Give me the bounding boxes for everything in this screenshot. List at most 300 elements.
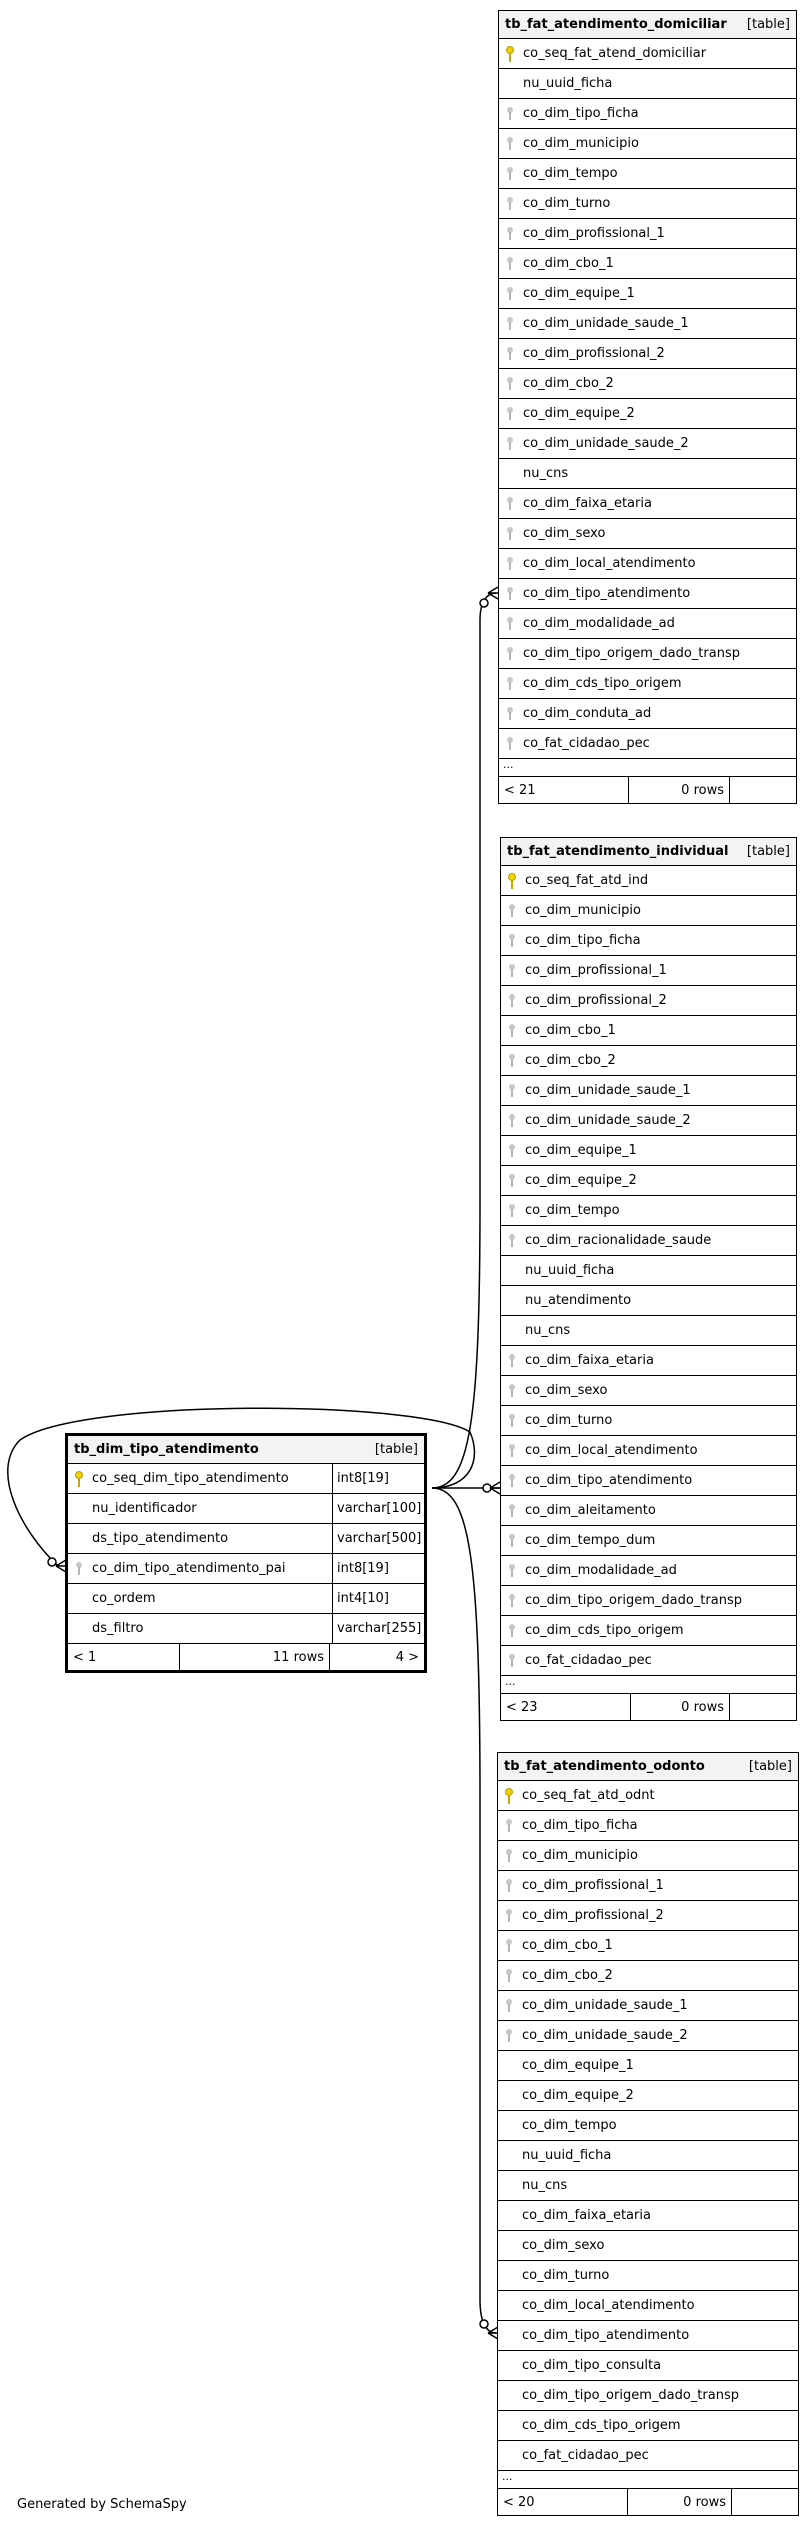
key-glyph	[505, 1788, 513, 1804]
column-name[interactable]: co_dim_unidade_saude_2	[523, 436, 689, 451]
table-name[interactable]: tb_dim_tipo_atendimento	[74, 1442, 259, 1457]
column-row[interactable]	[501, 926, 796, 956]
column-row[interactable]	[501, 1556, 796, 1586]
column-name[interactable]: co_dim_tipo_origem_dado_transp	[523, 646, 740, 661]
foreign-key-icon	[501, 1534, 523, 1548]
table-name[interactable]: tb_fat_atendimento_domiciliar	[505, 17, 727, 32]
foreign-key-icon	[68, 1562, 90, 1576]
foreign-key-icon	[499, 437, 521, 451]
column-row[interactable]	[501, 1496, 796, 1526]
foreign-key-icon	[499, 587, 521, 601]
column-type: varchar[100]	[332, 1494, 424, 1523]
column-name[interactable]: co_dim_profissional_2	[523, 346, 665, 361]
key-glyph	[506, 46, 514, 62]
column-row[interactable]	[498, 2081, 798, 2111]
key-glyph	[509, 904, 515, 918]
foreign-key-icon	[499, 497, 521, 511]
row-count: 0 rows	[629, 777, 730, 803]
column-row[interactable]	[501, 1406, 796, 1436]
primary-key-icon	[499, 46, 521, 62]
column-row[interactable]	[499, 369, 796, 399]
column-row[interactable]	[498, 2291, 798, 2321]
column-name[interactable]: co_dim_unidade_saude_1	[523, 316, 689, 331]
column-name[interactable]: ds_filtro	[92, 1621, 144, 1636]
column-row[interactable]	[498, 2201, 798, 2231]
table-tb-fat-atendimento-domiciliar[interactable]	[498, 10, 797, 804]
key-glyph	[509, 1024, 515, 1038]
column-name[interactable]: co_dim_unidade_saude_2	[525, 1113, 691, 1128]
column-row[interactable]	[501, 1256, 796, 1286]
column-row[interactable]	[499, 309, 796, 339]
column-row[interactable]	[68, 1614, 424, 1644]
column-name[interactable]: co_dim_equipe_2	[522, 2088, 634, 2103]
column-row[interactable]	[498, 1871, 798, 1901]
link-individual-optional-circle	[483, 1484, 491, 1492]
column-name[interactable]: co_dim_conduta_ad	[523, 706, 652, 721]
key-glyph	[507, 647, 513, 661]
column-name[interactable]: co_dim_tipo_atendimento	[525, 1473, 693, 1488]
column-name[interactable]: co_dim_faixa_etaria	[525, 1353, 654, 1368]
column-name[interactable]: co_dim_modalidade_ad	[525, 1563, 677, 1578]
column-name[interactable]: co_dim_equipe_2	[525, 1173, 637, 1188]
column-row[interactable]	[501, 1436, 796, 1466]
column-row[interactable]	[498, 2171, 798, 2201]
column-name[interactable]: ds_tipo_atendimento	[92, 1531, 229, 1546]
column-row[interactable]	[499, 669, 796, 699]
foreign-key-icon	[499, 317, 521, 331]
key-glyph	[509, 1564, 515, 1578]
column-name[interactable]: co_dim_tipo_origem_dado_transp	[522, 2388, 739, 2403]
column-name[interactable]: co_dim_local_atendimento	[522, 2298, 695, 2313]
column-name[interactable]: co_dim_aleitamento	[525, 1503, 656, 1518]
key-glyph	[509, 1654, 515, 1668]
column-row[interactable]	[499, 279, 796, 309]
foreign-key-icon	[499, 647, 521, 661]
column-name[interactable]: nu_atendimento	[525, 1293, 632, 1308]
column-row[interactable]	[499, 219, 796, 249]
column-row[interactable]	[499, 579, 796, 609]
column-row[interactable]	[68, 1524, 424, 1554]
key-glyph	[507, 617, 513, 631]
column-row[interactable]	[499, 609, 796, 639]
table-tb-fat-atendimento-individual[interactable]	[500, 837, 797, 1721]
foreign-key-icon	[501, 1204, 523, 1218]
key-glyph	[509, 1384, 515, 1398]
column-name[interactable]: co_dim_turno	[523, 196, 611, 211]
primary-key-icon	[68, 1471, 90, 1487]
column-row[interactable]	[501, 1316, 796, 1346]
column-name[interactable]: nu_identificador	[92, 1501, 197, 1516]
column-row[interactable]	[498, 1931, 798, 1961]
column-name[interactable]: nu_uuid_ficha	[525, 1263, 615, 1278]
column-row[interactable]	[498, 1841, 798, 1871]
column-name[interactable]: co_dim_sexo	[525, 1383, 608, 1398]
column-name[interactable]: co_dim_tempo_dum	[525, 1533, 656, 1548]
more-columns-ellipsis: ...	[501, 1676, 796, 1694]
column-row[interactable]	[501, 1106, 796, 1136]
foreign-key-icon	[501, 1054, 523, 1068]
column-row[interactable]	[501, 1466, 796, 1496]
key-glyph	[509, 1204, 515, 1218]
column-row[interactable]	[499, 639, 796, 669]
children-count	[730, 1694, 796, 1720]
key-glyph	[507, 317, 513, 331]
column-name[interactable]: co_fat_cidadao_pec	[525, 1653, 652, 1668]
column-row[interactable]	[501, 956, 796, 986]
foreign-key-icon	[501, 1414, 523, 1428]
column-row[interactable]	[498, 2411, 798, 2441]
table-header	[68, 1436, 424, 1464]
link-self-optional-circle	[48, 1558, 56, 1566]
foreign-key-icon	[499, 257, 521, 271]
key-glyph	[509, 1624, 515, 1638]
foreign-key-icon	[501, 1024, 523, 1038]
column-name[interactable]: co_dim_sexo	[523, 526, 606, 541]
column-row[interactable]	[499, 249, 796, 279]
more-columns-ellipsis: ...	[498, 2471, 798, 2489]
column-name[interactable]: co_seq_dim_tipo_atendimento	[92, 1471, 289, 1486]
column-row[interactable]	[499, 339, 796, 369]
column-row[interactable]	[501, 866, 796, 896]
key-glyph	[507, 527, 513, 541]
column-row[interactable]	[498, 2141, 798, 2171]
table-name[interactable]: tb_fat_atendimento_individual	[507, 844, 729, 859]
column-row[interactable]	[501, 1586, 796, 1616]
key-glyph	[509, 1054, 515, 1068]
column-name[interactable]: co_dim_equipe_1	[525, 1143, 637, 1158]
column-row[interactable]	[498, 1961, 798, 1991]
column-row[interactable]	[501, 1376, 796, 1406]
column-row[interactable]	[498, 1781, 798, 1811]
credit-text: Generated by SchemaSpy	[17, 2497, 187, 2512]
column-row[interactable]	[499, 189, 796, 219]
foreign-key-icon	[501, 964, 523, 978]
column-name[interactable]: co_dim_turno	[525, 1413, 613, 1428]
column-name[interactable]: nu_cns	[523, 466, 569, 481]
key-glyph	[507, 167, 513, 181]
foreign-key-icon	[499, 407, 521, 421]
column-name[interactable]: co_dim_municipio	[525, 903, 641, 918]
column-name[interactable]: co_dim_tipo_origem_dado_transp	[525, 1593, 742, 1608]
foreign-key-icon	[499, 527, 521, 541]
column-name[interactable]: co_dim_equipe_1	[522, 2058, 634, 2073]
column-name[interactable]: co_dim_cbo_1	[525, 1023, 616, 1038]
key-glyph	[507, 257, 513, 271]
foreign-key-icon	[501, 1594, 523, 1608]
foreign-key-icon	[501, 1144, 523, 1158]
foreign-key-icon	[499, 617, 521, 631]
foreign-key-icon	[498, 1849, 520, 1863]
column-row[interactable]	[499, 699, 796, 729]
column-name[interactable]: co_dim_tipo_consulta	[522, 2358, 662, 2373]
column-name[interactable]: co_dim_faixa_etaria	[523, 496, 652, 511]
key-glyph	[506, 1969, 512, 1983]
foreign-key-icon	[501, 1564, 523, 1578]
column-name[interactable]: nu_cns	[525, 1323, 571, 1338]
column-row[interactable]	[499, 489, 796, 519]
key-glyph	[509, 1594, 515, 1608]
key-glyph	[506, 1879, 512, 1893]
table-kind-label: [table]	[746, 17, 790, 32]
foreign-key-icon	[499, 107, 521, 121]
column-name[interactable]: co_dim_local_atendimento	[525, 1443, 698, 1458]
column-row[interactable]	[501, 1526, 796, 1556]
column-name[interactable]: co_ordem	[92, 1591, 156, 1606]
key-glyph	[509, 1144, 515, 1158]
column-name[interactable]: co_dim_profissional_2	[525, 993, 667, 1008]
key-glyph	[507, 227, 513, 241]
column-name[interactable]: co_dim_tipo_ficha	[525, 933, 641, 948]
column-name[interactable]: co_dim_profissional_1	[525, 963, 667, 978]
column-row[interactable]	[499, 729, 796, 759]
key-glyph	[509, 1414, 515, 1428]
key-glyph	[509, 1534, 515, 1548]
column-row[interactable]	[498, 2321, 798, 2351]
column-row[interactable]	[501, 1346, 796, 1376]
column-name[interactable]: co_dim_profissional_2	[522, 1908, 664, 1923]
column-row[interactable]	[498, 2231, 798, 2261]
column-row[interactable]	[501, 1616, 796, 1646]
foreign-key-icon	[499, 227, 521, 241]
key-glyph	[509, 1504, 515, 1518]
key-glyph	[506, 1819, 512, 1833]
column-row[interactable]	[498, 2051, 798, 2081]
link-domiciliar-tipo-atendimento	[432, 593, 496, 1488]
table-kind-label: [table]	[748, 1759, 792, 1774]
foreign-key-icon	[499, 167, 521, 181]
key-glyph	[507, 677, 513, 691]
table-footer	[498, 2489, 798, 2515]
column-row[interactable]	[498, 1991, 798, 2021]
column-name[interactable]: co_dim_cds_tipo_origem	[522, 2418, 681, 2433]
more-columns-ellipsis: ...	[499, 759, 796, 777]
table-footer	[501, 1694, 796, 1720]
foreign-key-icon	[501, 904, 523, 918]
row-count: 0 rows	[628, 2489, 732, 2515]
row-count: 0 rows	[631, 1694, 730, 1720]
column-name[interactable]: co_fat_cidadao_pec	[523, 736, 650, 751]
table-header	[498, 1753, 798, 1781]
column-name[interactable]: co_dim_profissional_1	[523, 226, 665, 241]
foreign-key-icon	[498, 2029, 520, 2043]
column-row[interactable]	[498, 2111, 798, 2141]
table-header	[499, 11, 796, 39]
table-header	[501, 838, 796, 866]
table-kind-label: [table]	[374, 1442, 418, 1457]
column-row[interactable]	[501, 1136, 796, 1166]
key-glyph	[506, 1999, 512, 2013]
table-name[interactable]: tb_fat_atendimento_odonto	[504, 1759, 705, 1774]
key-glyph	[509, 1354, 515, 1368]
column-row[interactable]	[499, 429, 796, 459]
key-glyph	[507, 407, 513, 421]
foreign-key-icon	[499, 377, 521, 391]
column-row[interactable]	[68, 1464, 424, 1494]
children-count	[730, 777, 796, 803]
key-glyph	[75, 1471, 83, 1487]
column-name[interactable]: nu_uuid_ficha	[522, 2148, 612, 2163]
foreign-key-icon	[501, 1084, 523, 1098]
column-name[interactable]: co_dim_unidade_saude_1	[522, 1998, 688, 2013]
column-name[interactable]: co_dim_cbo_1	[522, 1938, 613, 1953]
foreign-key-icon	[501, 1174, 523, 1188]
children-count: 4 >	[395, 1649, 419, 1665]
parents-count: < 21	[499, 777, 629, 803]
column-row[interactable]	[499, 549, 796, 579]
key-glyph	[507, 707, 513, 721]
key-glyph	[507, 137, 513, 151]
column-row[interactable]	[499, 99, 796, 129]
column-name[interactable]: co_seq_fat_atd_odnt	[522, 1788, 655, 1803]
column-row[interactable]	[499, 459, 796, 489]
column-name[interactable]: co_dim_profissional_1	[522, 1878, 664, 1893]
link-odonto-tipo-atendimento	[432, 1488, 496, 2333]
column-row[interactable]	[68, 1494, 424, 1524]
column-name[interactable]: co_dim_municipio	[522, 1848, 638, 1863]
foreign-key-icon	[498, 1879, 520, 1893]
key-glyph	[507, 107, 513, 121]
column-row[interactable]	[498, 2351, 798, 2381]
column-name[interactable]: co_dim_faixa_etaria	[522, 2208, 651, 2223]
column-row[interactable]	[498, 2021, 798, 2051]
foreign-key-icon	[498, 1999, 520, 2013]
column-row[interactable]	[501, 1646, 796, 1676]
column-row[interactable]	[501, 1226, 796, 1256]
column-name[interactable]: co_dim_cbo_1	[523, 256, 614, 271]
column-name[interactable]: co_dim_cds_tipo_origem	[525, 1623, 684, 1638]
column-name[interactable]: co_dim_modalidade_ad	[523, 616, 675, 631]
parents-count: < 23	[501, 1694, 631, 1720]
column-name[interactable]: co_dim_turno	[522, 2268, 610, 2283]
primary-key-icon	[501, 873, 523, 889]
column-row[interactable]	[501, 1196, 796, 1226]
column-type: int8[19]	[332, 1464, 424, 1493]
link-domiciliar-optional-circle	[480, 599, 488, 607]
table-footer	[499, 777, 796, 803]
column-name[interactable]: co_dim_tipo_ficha	[522, 1818, 638, 1833]
column-row[interactable]	[499, 519, 796, 549]
column-name[interactable]: nu_cns	[522, 2178, 568, 2193]
foreign-key-icon	[501, 1444, 523, 1458]
foreign-key-icon	[499, 347, 521, 361]
column-name[interactable]: co_dim_tipo_atendimento_pai	[92, 1561, 286, 1576]
table-tb-fat-atendimento-odonto[interactable]	[497, 1752, 799, 2516]
column-row[interactable]	[499, 129, 796, 159]
column-row[interactable]	[498, 1901, 798, 1931]
primary-key-icon	[498, 1788, 520, 1804]
column-name[interactable]: co_dim_racionalidade_saude	[525, 1233, 712, 1248]
column-row[interactable]	[498, 2381, 798, 2411]
column-name[interactable]: co_fat_cidadao_pec	[522, 2448, 649, 2463]
column-row[interactable]	[501, 1046, 796, 1076]
column-row[interactable]	[499, 69, 796, 99]
column-name[interactable]: co_dim_tempo	[525, 1203, 620, 1218]
column-name[interactable]: co_dim_tipo_atendimento	[522, 2328, 690, 2343]
column-row[interactable]	[68, 1584, 424, 1614]
column-row[interactable]	[501, 986, 796, 1016]
column-row[interactable]	[501, 896, 796, 926]
key-glyph	[509, 1444, 515, 1458]
table-tb-dim-tipo-atendimento[interactable]	[65, 1433, 427, 1673]
column-name[interactable]: co_dim_local_atendimento	[523, 556, 696, 571]
column-row[interactable]	[501, 1016, 796, 1046]
key-glyph	[506, 1939, 512, 1953]
column-name[interactable]: co_dim_cds_tipo_origem	[523, 676, 682, 691]
key-glyph	[506, 1849, 512, 1863]
table-footer	[68, 1644, 424, 1670]
column-row[interactable]	[499, 39, 796, 69]
column-name[interactable]: co_dim_equipe_1	[523, 286, 635, 301]
foreign-key-icon	[498, 1819, 520, 1833]
key-glyph	[509, 1114, 515, 1128]
column-name[interactable]: nu_uuid_ficha	[523, 76, 613, 91]
column-name[interactable]: co_dim_unidade_saude_1	[525, 1083, 691, 1098]
column-name[interactable]: co_dim_tipo_ficha	[523, 106, 639, 121]
column-name[interactable]: co_dim_unidade_saude_2	[522, 2028, 688, 2043]
key-glyph	[507, 287, 513, 301]
foreign-key-icon	[499, 137, 521, 151]
foreign-key-icon	[501, 1234, 523, 1248]
link-odonto-optional-circle	[480, 2320, 488, 2328]
table-kind-label: [table]	[746, 844, 790, 859]
column-name[interactable]: co_dim_tempo	[522, 2118, 617, 2133]
foreign-key-icon	[501, 1504, 523, 1518]
key-glyph	[509, 994, 515, 1008]
column-name[interactable]: co_seq_fat_atd_ind	[525, 873, 649, 888]
column-name[interactable]: co_dim_cbo_2	[525, 1053, 616, 1068]
column-type: int4[10]	[332, 1584, 424, 1613]
column-row[interactable]	[68, 1554, 424, 1584]
column-name[interactable]: co_seq_fat_atend_domiciliar	[523, 46, 707, 61]
foreign-key-icon	[501, 934, 523, 948]
column-name[interactable]: co_dim_tipo_atendimento	[523, 586, 691, 601]
column-row[interactable]	[498, 1811, 798, 1841]
column-name[interactable]: co_dim_tempo	[523, 166, 618, 181]
key-glyph	[507, 737, 513, 751]
foreign-key-icon	[499, 197, 521, 211]
column-row[interactable]	[498, 2261, 798, 2291]
key-glyph	[507, 377, 513, 391]
foreign-key-icon	[501, 994, 523, 1008]
column-row[interactable]	[501, 1166, 796, 1196]
parents-count: < 20	[498, 2489, 628, 2515]
column-row[interactable]	[499, 399, 796, 429]
foreign-key-icon	[501, 1654, 523, 1668]
column-name[interactable]: co_dim_municipio	[523, 136, 639, 151]
children-count	[732, 2489, 798, 2515]
column-row[interactable]	[498, 2441, 798, 2471]
column-name[interactable]: co_dim_equipe_2	[523, 406, 635, 421]
key-glyph	[507, 587, 513, 601]
column-name[interactable]: co_dim_sexo	[522, 2238, 605, 2253]
key-glyph	[506, 2029, 512, 2043]
column-row[interactable]	[501, 1286, 796, 1316]
crowfoot-domiciliar	[488, 587, 498, 599]
foreign-key-icon	[501, 1354, 523, 1368]
column-row[interactable]	[501, 1076, 796, 1106]
column-name[interactable]: co_dim_cbo_2	[522, 1968, 613, 1983]
key-glyph	[509, 1474, 515, 1488]
key-glyph	[509, 934, 515, 948]
key-glyph	[509, 1174, 515, 1188]
column-type: varchar[500]	[332, 1524, 424, 1553]
crowfoot-individual	[490, 1482, 500, 1494]
column-type: varchar[255]	[332, 1614, 424, 1643]
column-row[interactable]	[499, 159, 796, 189]
key-glyph	[506, 1909, 512, 1923]
key-glyph	[76, 1562, 82, 1576]
column-name[interactable]: co_dim_cbo_2	[523, 376, 614, 391]
